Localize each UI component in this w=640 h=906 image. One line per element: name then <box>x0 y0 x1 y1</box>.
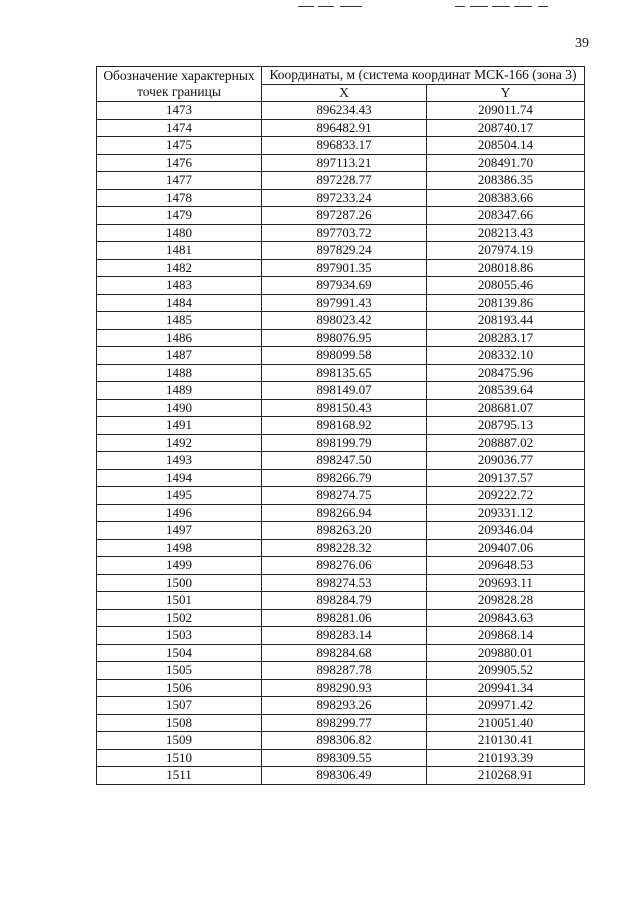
y-coordinate-cell: 209011.74 <box>427 102 585 120</box>
header-y: Y <box>427 84 585 102</box>
table-row <box>97 102 585 120</box>
x-coordinate-cell: 898276.06 <box>262 557 427 575</box>
table-row <box>97 347 585 365</box>
y-coordinate-cell: 210193.39 <box>427 749 585 767</box>
x-coordinate-cell: 898168.92 <box>262 417 427 435</box>
point-id-cell: 1496 <box>97 504 262 522</box>
point-id-cell: 1488 <box>97 364 262 382</box>
point-id-cell: 1499 <box>97 557 262 575</box>
point-id-cell: 1492 <box>97 434 262 452</box>
x-coordinate-cell: 898263.20 <box>262 522 427 540</box>
x-coordinate-cell: 898287.78 <box>262 662 427 680</box>
point-id-cell: 1482 <box>97 259 262 277</box>
y-coordinate-cell: 209222.72 <box>427 487 585 505</box>
x-coordinate-cell: 897287.26 <box>262 207 427 225</box>
point-id-cell: 1479 <box>97 207 262 225</box>
point-id-cell: 1481 <box>97 242 262 260</box>
x-coordinate-cell: 898247.50 <box>262 452 427 470</box>
x-coordinate-cell: 898293.26 <box>262 697 427 715</box>
table-row <box>97 452 585 470</box>
y-coordinate-cell: 208539.64 <box>427 382 585 400</box>
x-coordinate-cell: 898284.68 <box>262 644 427 662</box>
table-row <box>97 277 585 295</box>
y-coordinate-cell: 208491.70 <box>427 154 585 172</box>
y-coordinate-cell: 209331.12 <box>427 504 585 522</box>
y-coordinate-cell: 210268.91 <box>427 767 585 785</box>
x-coordinate-cell: 898284.79 <box>262 592 427 610</box>
y-coordinate-cell: 209905.52 <box>427 662 585 680</box>
x-coordinate-cell: 896833.17 <box>262 137 427 155</box>
point-id-cell: 1491 <box>97 417 262 435</box>
header-point-designation: Обозначение характерных точек границы <box>97 67 262 102</box>
table-row <box>97 224 585 242</box>
y-coordinate-cell: 209828.28 <box>427 592 585 610</box>
table-row <box>97 242 585 260</box>
point-id-cell: 1497 <box>97 522 262 540</box>
x-coordinate-cell: 897113.21 <box>262 154 427 172</box>
point-id-cell: 1504 <box>97 644 262 662</box>
table-row <box>97 487 585 505</box>
point-id-cell: 1484 <box>97 294 262 312</box>
x-coordinate-cell: 898149.07 <box>262 382 427 400</box>
point-id-cell: 1483 <box>97 277 262 295</box>
point-id-cell: 1476 <box>97 154 262 172</box>
x-coordinate-cell: 898150.43 <box>262 399 427 417</box>
y-coordinate-cell: 209843.63 <box>427 609 585 627</box>
y-coordinate-cell: 210130.41 <box>427 732 585 750</box>
x-coordinate-cell: 898023.42 <box>262 312 427 330</box>
point-id-cell: 1503 <box>97 627 262 645</box>
scan-artifact-marks <box>0 6 640 12</box>
point-id-cell: 1485 <box>97 312 262 330</box>
x-coordinate-cell: 898283.14 <box>262 627 427 645</box>
table-row <box>97 469 585 487</box>
x-coordinate-cell: 898299.77 <box>262 714 427 732</box>
y-coordinate-cell: 209971.42 <box>427 697 585 715</box>
y-coordinate-cell: 208055.46 <box>427 277 585 295</box>
y-coordinate-cell: 208213.43 <box>427 224 585 242</box>
table-row <box>97 539 585 557</box>
x-coordinate-cell: 898199.79 <box>262 434 427 452</box>
table-row <box>97 767 585 785</box>
table-row <box>97 574 585 592</box>
x-coordinate-cell: 897228.77 <box>262 172 427 190</box>
y-coordinate-cell: 208681.07 <box>427 399 585 417</box>
x-coordinate-cell: 897991.43 <box>262 294 427 312</box>
table-row <box>97 417 585 435</box>
y-coordinate-cell: 209693.11 <box>427 574 585 592</box>
y-coordinate-cell: 209407.06 <box>427 539 585 557</box>
point-id-cell: 1473 <box>97 102 262 120</box>
point-id-cell: 1480 <box>97 224 262 242</box>
point-id-cell: 1507 <box>97 697 262 715</box>
table-row <box>97 364 585 382</box>
y-coordinate-cell: 209137.57 <box>427 469 585 487</box>
table-row <box>97 172 585 190</box>
point-id-cell: 1501 <box>97 592 262 610</box>
x-coordinate-cell: 897901.35 <box>262 259 427 277</box>
table-row <box>97 137 585 155</box>
point-id-cell: 1500 <box>97 574 262 592</box>
header-x: X <box>262 84 427 102</box>
point-id-cell: 1508 <box>97 714 262 732</box>
y-coordinate-cell: 209880.01 <box>427 644 585 662</box>
point-id-cell: 1495 <box>97 487 262 505</box>
table-row <box>97 522 585 540</box>
table-row <box>97 714 585 732</box>
point-id-cell: 1493 <box>97 452 262 470</box>
point-id-cell: 1477 <box>97 172 262 190</box>
x-coordinate-cell: 898281.06 <box>262 609 427 627</box>
point-id-cell: 1478 <box>97 189 262 207</box>
point-id-cell: 1510 <box>97 749 262 767</box>
x-coordinate-cell: 896482.91 <box>262 119 427 137</box>
y-coordinate-cell: 207974.19 <box>427 242 585 260</box>
point-id-cell: 1509 <box>97 732 262 750</box>
table-row <box>97 749 585 767</box>
point-id-cell: 1490 <box>97 399 262 417</box>
x-coordinate-cell: 898290.93 <box>262 679 427 697</box>
point-id-cell: 1506 <box>97 679 262 697</box>
point-id-cell: 1475 <box>97 137 262 155</box>
y-coordinate-cell: 208383.66 <box>427 189 585 207</box>
point-id-cell: 1487 <box>97 347 262 365</box>
x-coordinate-cell: 898266.79 <box>262 469 427 487</box>
table-row <box>97 119 585 137</box>
table-row <box>97 592 585 610</box>
point-id-cell: 1474 <box>97 119 262 137</box>
table-row <box>97 382 585 400</box>
y-coordinate-cell: 209941.34 <box>427 679 585 697</box>
x-coordinate-cell: 898274.53 <box>262 574 427 592</box>
x-coordinate-cell: 898099.58 <box>262 347 427 365</box>
table-row <box>97 627 585 645</box>
table-row <box>97 207 585 225</box>
x-coordinate-cell: 898306.82 <box>262 732 427 750</box>
table-row <box>97 557 585 575</box>
point-id-cell: 1486 <box>97 329 262 347</box>
y-coordinate-cell: 208740.17 <box>427 119 585 137</box>
table-row <box>97 329 585 347</box>
y-coordinate-cell: 208386.35 <box>427 172 585 190</box>
point-id-cell: 1511 <box>97 767 262 785</box>
table-row <box>97 434 585 452</box>
coordinates-table <box>96 66 585 785</box>
y-coordinate-cell: 208139.86 <box>427 294 585 312</box>
x-coordinate-cell: 897703.72 <box>262 224 427 242</box>
x-coordinate-cell: 898076.95 <box>262 329 427 347</box>
y-coordinate-cell: 208887.02 <box>427 434 585 452</box>
point-id-cell: 1502 <box>97 609 262 627</box>
x-coordinate-cell: 898274.75 <box>262 487 427 505</box>
point-id-cell: 1498 <box>97 539 262 557</box>
x-coordinate-cell: 898306.49 <box>262 767 427 785</box>
table-row <box>97 697 585 715</box>
y-coordinate-cell: 209036.77 <box>427 452 585 470</box>
table-row <box>97 399 585 417</box>
y-coordinate-cell: 208283.17 <box>427 329 585 347</box>
table-row <box>97 662 585 680</box>
x-coordinate-cell: 898266.94 <box>262 504 427 522</box>
y-coordinate-cell: 208193.44 <box>427 312 585 330</box>
table-row <box>97 609 585 627</box>
table-row <box>97 189 585 207</box>
y-coordinate-cell: 208018.86 <box>427 259 585 277</box>
x-coordinate-cell: 898309.55 <box>262 749 427 767</box>
table-row <box>97 294 585 312</box>
y-coordinate-cell: 208332.10 <box>427 347 585 365</box>
x-coordinate-cell: 896234.43 <box>262 102 427 120</box>
x-coordinate-cell: 897233.24 <box>262 189 427 207</box>
table-row <box>97 679 585 697</box>
table-body <box>97 102 585 785</box>
table-row <box>97 732 585 750</box>
table-row <box>97 259 585 277</box>
point-id-cell: 1489 <box>97 382 262 400</box>
y-coordinate-cell: 208475.96 <box>427 364 585 382</box>
table-row <box>97 312 585 330</box>
y-coordinate-cell: 210051.40 <box>427 714 585 732</box>
table-row <box>97 644 585 662</box>
page-number: 39 <box>575 36 589 51</box>
y-coordinate-cell: 208504.14 <box>427 137 585 155</box>
y-coordinate-cell: 208347.66 <box>427 207 585 225</box>
y-coordinate-cell: 209648.53 <box>427 557 585 575</box>
point-id-cell: 1494 <box>97 469 262 487</box>
header-coordinates: Координаты, м (система координат МСК-166 (зона 3) <box>262 67 585 85</box>
y-coordinate-cell: 209346.04 <box>427 522 585 540</box>
y-coordinate-cell: 208795.13 <box>427 417 585 435</box>
x-coordinate-cell: 897829.24 <box>262 242 427 260</box>
x-coordinate-cell: 898228.32 <box>262 539 427 557</box>
table-row <box>97 504 585 522</box>
y-coordinate-cell: 209868.14 <box>427 627 585 645</box>
x-coordinate-cell: 898135.65 <box>262 364 427 382</box>
x-coordinate-cell: 897934.69 <box>262 277 427 295</box>
point-id-cell: 1505 <box>97 662 262 680</box>
table-row <box>97 154 585 172</box>
